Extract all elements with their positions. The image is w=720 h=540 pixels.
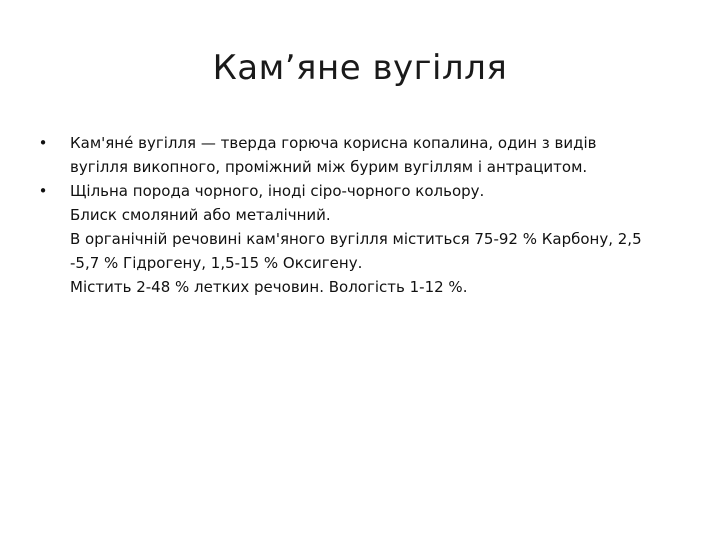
bullet-line: Містить 2-48 % летких речовин. Вологість 1-12 %. [70,278,468,296]
bullet-list [36,131,676,299]
bullet-line: В органічній речовині кам'яного вугілля міститься 75-92 % Карбону, 2,5 [70,230,642,248]
bullet-icon: • [38,134,48,152]
definition-text: — тверда горюча корисна копалина, один з видів [196,134,597,152]
bullet-item-definition [36,131,676,179]
bullet-line [70,131,676,155]
term-highlight: Кам'яне́ вугілля [70,134,197,152]
bullet-line: вугілля викопного, проміжний між бурим вугіллям і антрацитом. [70,158,588,176]
slide-title: Кам’яне вугілля [212,48,508,88]
bullet-line: -5,7 % Гідрогену, 1,5-15 % Оксигену. [70,254,363,272]
bullet-line: Щільна порода чорного, іноді сіро-чорного кольору. [70,182,485,200]
bullet-item-properties [36,179,676,299]
bullet-line: Блиск смоляний або металічний. [70,206,331,224]
bullet-icon: • [38,182,48,200]
